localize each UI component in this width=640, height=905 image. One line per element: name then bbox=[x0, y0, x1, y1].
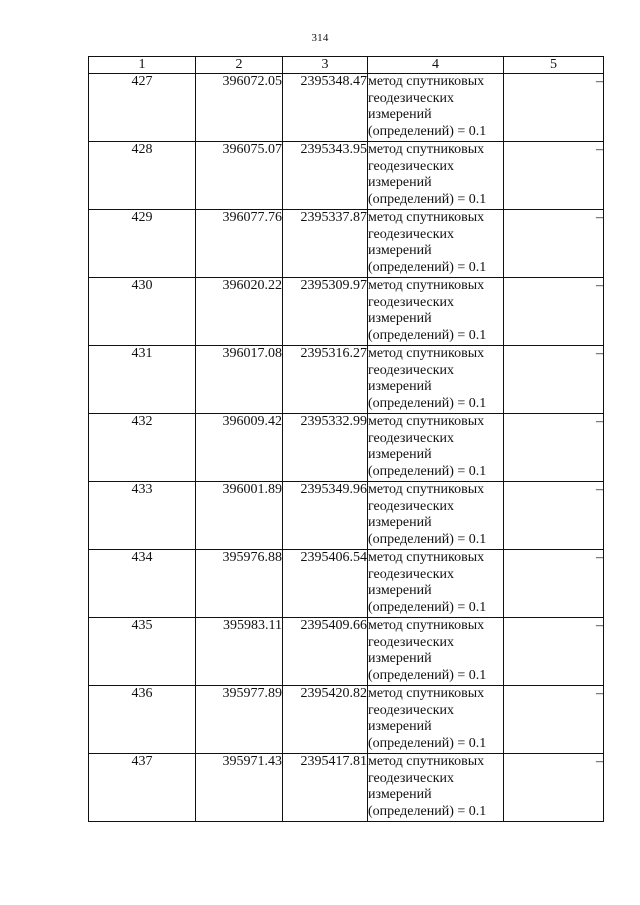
method-line: метод спутниковых bbox=[368, 618, 485, 633]
method-line: геодезических bbox=[368, 634, 455, 650]
method-cell bbox=[368, 74, 504, 142]
column-header-3: 3 bbox=[283, 57, 368, 74]
point-number-cell: 431 bbox=[89, 346, 196, 414]
method-line: метод спутниковых bbox=[368, 346, 485, 361]
y-coordinate-cell: 2395343.95 bbox=[283, 142, 368, 210]
method-line: (определений) = 0.1 bbox=[368, 803, 487, 819]
table-row bbox=[89, 618, 604, 686]
note-cell: – bbox=[504, 550, 604, 618]
method-line: геодезических bbox=[368, 294, 455, 310]
y-coordinate-cell: 2395406.54 bbox=[283, 550, 368, 618]
x-coordinate-cell: 396017.08 bbox=[196, 346, 283, 414]
point-number-cell: 437 bbox=[89, 754, 196, 822]
table-row bbox=[89, 346, 604, 414]
method-line: геодезических bbox=[368, 158, 455, 174]
method-line: (определений) = 0.1 bbox=[368, 531, 487, 547]
method-cell bbox=[368, 210, 504, 278]
method-cell bbox=[368, 686, 504, 754]
method-cell bbox=[368, 142, 504, 210]
method-cell bbox=[368, 414, 504, 482]
point-number-cell: 435 bbox=[89, 618, 196, 686]
table-row bbox=[89, 278, 604, 346]
method-line: метод спутниковых bbox=[368, 278, 485, 293]
point-number-cell: 433 bbox=[89, 482, 196, 550]
method-line: (определений) = 0.1 bbox=[368, 123, 487, 139]
method-cell bbox=[368, 754, 504, 822]
method-line: метод спутниковых bbox=[368, 210, 485, 225]
table-row bbox=[89, 142, 604, 210]
x-coordinate-cell: 395976.88 bbox=[196, 550, 283, 618]
method-line: (определений) = 0.1 bbox=[368, 463, 487, 479]
table-row bbox=[89, 482, 604, 550]
method-line: геодезических bbox=[368, 362, 455, 378]
x-coordinate-cell: 395977.89 bbox=[196, 686, 283, 754]
method-line: (определений) = 0.1 bbox=[368, 735, 487, 751]
y-coordinate-cell: 2395337.87 bbox=[283, 210, 368, 278]
y-coordinate-cell: 2395348.47 bbox=[283, 74, 368, 142]
column-header-5: 5 bbox=[504, 57, 604, 74]
method-line: геодезических bbox=[368, 430, 455, 446]
method-line: метод спутниковых bbox=[368, 142, 485, 157]
note-cell: – bbox=[504, 686, 604, 754]
x-coordinate-cell: 396001.89 bbox=[196, 482, 283, 550]
point-number-cell: 428 bbox=[89, 142, 196, 210]
column-header-4: 4 bbox=[368, 57, 504, 74]
table-row bbox=[89, 210, 604, 278]
method-line: (определений) = 0.1 bbox=[368, 191, 487, 207]
coordinates-table bbox=[88, 56, 604, 822]
method-line: метод спутниковых bbox=[368, 550, 485, 565]
method-line: геодезических bbox=[368, 566, 455, 582]
method-line: (определений) = 0.1 bbox=[368, 599, 487, 615]
note-cell: – bbox=[504, 346, 604, 414]
point-number-cell: 432 bbox=[89, 414, 196, 482]
y-coordinate-cell: 2395420.82 bbox=[283, 686, 368, 754]
method-cell bbox=[368, 278, 504, 346]
y-coordinate-cell: 2395417.81 bbox=[283, 754, 368, 822]
note-cell: – bbox=[504, 414, 604, 482]
x-coordinate-cell: 396072.05 bbox=[196, 74, 283, 142]
table-row bbox=[89, 74, 604, 142]
method-line: геодезических bbox=[368, 90, 455, 106]
method-cell bbox=[368, 482, 504, 550]
note-cell: – bbox=[504, 142, 604, 210]
method-line: (определений) = 0.1 bbox=[368, 395, 487, 411]
column-header-2: 2 bbox=[196, 57, 283, 74]
method-line: измерений bbox=[368, 107, 432, 122]
method-line: измерений bbox=[368, 243, 432, 258]
method-line: геодезических bbox=[368, 770, 455, 786]
method-line: геодезических bbox=[368, 498, 455, 514]
note-cell: – bbox=[504, 618, 604, 686]
method-cell bbox=[368, 550, 504, 618]
table-row bbox=[89, 754, 604, 822]
method-line: измерений bbox=[368, 379, 432, 394]
note-cell: – bbox=[504, 278, 604, 346]
method-line: (определений) = 0.1 bbox=[368, 259, 487, 275]
point-number-cell: 427 bbox=[89, 74, 196, 142]
table-row bbox=[89, 414, 604, 482]
method-line: измерений bbox=[368, 787, 432, 802]
method-line: геодезических bbox=[368, 226, 455, 242]
method-line: метод спутниковых bbox=[368, 686, 485, 701]
x-coordinate-cell: 395971.43 bbox=[196, 754, 283, 822]
point-number-cell: 429 bbox=[89, 210, 196, 278]
note-cell: – bbox=[504, 210, 604, 278]
page-number: 314 bbox=[311, 32, 329, 44]
y-coordinate-cell: 2395409.66 bbox=[283, 618, 368, 686]
point-number-cell: 434 bbox=[89, 550, 196, 618]
method-line: измерений bbox=[368, 175, 432, 190]
method-line: метод спутниковых bbox=[368, 414, 485, 429]
method-cell bbox=[368, 618, 504, 686]
method-cell bbox=[368, 346, 504, 414]
method-line: геодезических bbox=[368, 702, 455, 718]
method-line: измерений bbox=[368, 719, 432, 734]
y-coordinate-cell: 2395332.99 bbox=[283, 414, 368, 482]
table-row bbox=[89, 686, 604, 754]
method-line: метод спутниковых bbox=[368, 754, 485, 769]
column-header-1: 1 bbox=[89, 57, 196, 74]
note-cell: – bbox=[504, 754, 604, 822]
y-coordinate-cell: 2395309.97 bbox=[283, 278, 368, 346]
point-number-cell: 436 bbox=[89, 686, 196, 754]
x-coordinate-cell: 396077.76 bbox=[196, 210, 283, 278]
x-coordinate-cell: 395983.11 bbox=[196, 618, 283, 686]
x-coordinate-cell: 396075.07 bbox=[196, 142, 283, 210]
table-row bbox=[89, 550, 604, 618]
method-line: измерений bbox=[368, 651, 432, 666]
method-line: измерений bbox=[368, 447, 432, 462]
method-line: метод спутниковых bbox=[368, 74, 485, 89]
x-coordinate-cell: 396020.22 bbox=[196, 278, 283, 346]
method-line: измерений bbox=[368, 515, 432, 530]
x-coordinate-cell: 396009.42 bbox=[196, 414, 283, 482]
method-line: (определений) = 0.1 bbox=[368, 667, 487, 683]
table-body bbox=[89, 74, 604, 822]
method-line: метод спутниковых bbox=[368, 482, 485, 497]
method-line: (определений) = 0.1 bbox=[368, 327, 487, 343]
note-cell: – bbox=[504, 74, 604, 142]
point-number-cell: 430 bbox=[89, 278, 196, 346]
y-coordinate-cell: 2395349.96 bbox=[283, 482, 368, 550]
method-line: измерений bbox=[368, 311, 432, 326]
method-line: измерений bbox=[368, 583, 432, 598]
y-coordinate-cell: 2395316.27 bbox=[283, 346, 368, 414]
table-header-row bbox=[89, 57, 604, 74]
note-cell: – bbox=[504, 482, 604, 550]
